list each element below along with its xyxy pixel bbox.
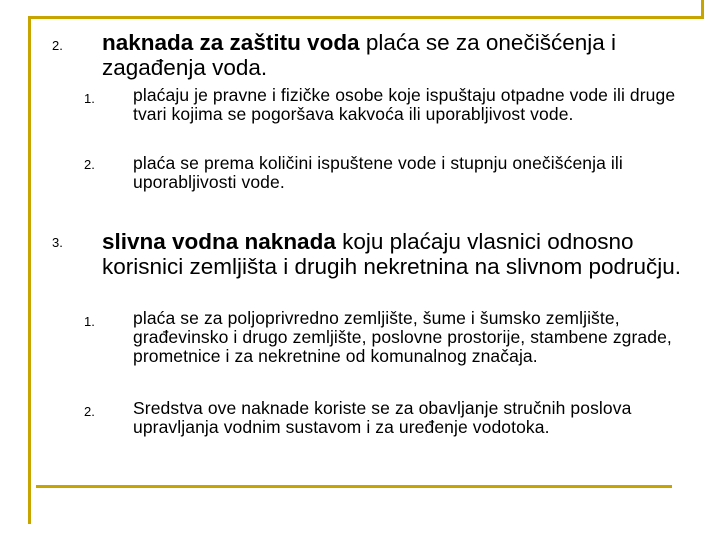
item-text: plaća se za onečišćenja i zagađenja voda. (102, 30, 616, 80)
sublist-number: 1. (84, 314, 95, 329)
list-number: 3. (52, 235, 63, 250)
list-item (102, 229, 692, 279)
list-item (102, 30, 692, 80)
list-number: 2. (52, 38, 63, 53)
sublist-number: 2. (84, 157, 95, 172)
left-accent-rule (28, 16, 31, 524)
item-term: naknada za zaštitu voda (102, 30, 360, 55)
bottom-accent-rule (36, 485, 672, 488)
top-accent-rule (28, 16, 704, 19)
sublist-item: plaća se za poljoprivredno zemljište, šume i šumsko zemljište, građevinsko i drugo zemljište, poslovne prostorije, stambene zgrade, prometnice i za nekretnine od komunalnog značaja. (133, 308, 672, 366)
right-accent-rule (701, 0, 704, 19)
sublist-item: Sredstva ove naknade koriste se za obavljanje stručnih poslova upravljanja vodnim sustavom i za uređenje vodotoka. (133, 398, 632, 437)
sublist-item: plaćaju je pravne i fizičke osobe koje ispuštaju otpadne vode ili druge tvari kojima se pogoršava kakvoća ili uporabljivost vode. (133, 85, 676, 124)
sublist-number: 1. (84, 91, 95, 106)
sublist-number: 2. (84, 404, 95, 419)
item-text: koju plaćaju vlasnici odnosno korisnici zemljišta i drugih nekretnina na slivnom području. (102, 229, 682, 279)
item-term: slivna vodna naknada (102, 229, 336, 254)
sublist-item: plaća se prema količini ispuštene vode i stupnju onečišćenja ili uporabljivosti vode. (133, 153, 623, 192)
